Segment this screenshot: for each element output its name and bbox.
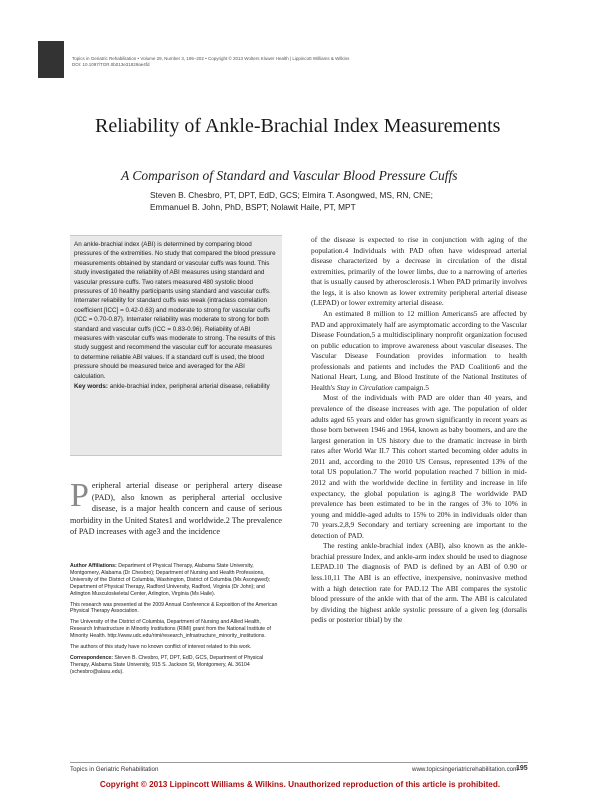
running-head [72, 56, 512, 68]
page-number: 195 [516, 765, 528, 772]
campaign-name: Stay in Circulation [336, 382, 393, 392]
keywords-list: ankle-brachial index, peripheral arterial disease, reliability [109, 383, 270, 391]
affiliations-text: Department of Physical Therapy, Alabama State University, Montgomery, Alabama (Dr Chesbro); Department of Nursing and Health Professions, University of the District of Columbia, Washington, District of Columbia (Ms Asongwed); Department of Physical Therapy, Radford University, Radford, Virginia (Dr John); and Arlington Musculoskeletal Center, Arlington, Virginia (Ms Haile). [70, 563, 271, 597]
correspondence [70, 655, 282, 676]
conflict-note: The authors of this study have no known conflict of interest related to this work. [70, 644, 252, 651]
abstract-text: An ankle-brachial index (ABI) is determined by comparing blood pressures of the extremities. No study that compared the blood pressure measurements obtained by standard or vascular cuffs was found. This study investigated the reliability of ABI measures using standard and vascular pressure cuffs. Two raters measured 480 systolic blood pressures of 10 healthy participants using standard and vascular cuffs. Interrater reliability for standard cuffs was weak (intraclass correlation coefficient [ICC] = 0.42-0.63) and moderate to strong for vascular cuffs (ICC = 0.70-0.87). Interrater reliability was moderate to strong for both standard and vascular cuffs (ICC = 0.83-0.96). Reliability of ABI measures with vascular cuffs was moderate to strong. The results of this study suggest and recommend the vascular cuff for accurate measures to determine reliable ABI values. If a standard cuff is used, the blood pressure should be measured twice and averaged for the ABI calculation. [74, 241, 276, 380]
authors-line-1: Steven B. Chesbro, PT, DPT, EdD, GCS; Elmira T. Asongwed, MS, RN, CNE; [150, 190, 433, 200]
body-paragraph [311, 309, 527, 394]
abstract-box [70, 235, 282, 456]
drop-cap: P [70, 477, 89, 514]
keywords-label: Key words: [74, 383, 108, 391]
copyright-notice: Copyright © 2013 Lippincott Williams & Wilkins. Unauthorized reproduction of this article is prohibited. [99, 780, 501, 789]
footer-journal: Topics in Geriatric Rehabilitation [70, 766, 159, 773]
keywords [74, 382, 278, 391]
funding-note: The University of the District of Columbia, Department of Nursing and Allied Health, Research Infrastructure in Minority Institutions (RIMI) grant from the National Institute of Minority Health. http://www.udc.edu/rimi/research_infrastructure_minority_institutions. [70, 619, 271, 640]
body-paragraph-text: An estimated 8 million to 12 million Americans5 are affected by PAD and approximately half are asymptomatic according to the Vascular Disease Foundation,5 a multidisciplinary nonprofit organization focused on public education to improve awareness about vascular diseases. The Vascular Disease Foundation provides information to health professionals and patients and includes the PAD Coalition6 and the National Heart, Lung, and Blood Institute of the National Institutes of Health's [311, 308, 527, 392]
affiliations [70, 563, 282, 598]
section-tab-marker [38, 41, 64, 78]
body-paragraph: Most of the individuals with PAD are older than 40 years, and prevalence of the disease increases with age. The population of older adults aged 65 years and older has grown significantly in recent years as those born between 1946 and 1964, known as baby boomers, and are the largest generation in US history due to the dramatic increase in birth rates after World War II.7 This cohort started becoming older adults in 2011 and, according to the 2010 US Census, represented 13% of the total US population.7 The world population reached 7 billion in mid-2012 and with the worldwide decline in fertility and increase in life expectancy, the global population is aging.8 The worldwide PAD prevalence has been estimated to be in the ranges of 3% to 10% in young and middle-aged adults to 15% to 20% in individuals older than 70 years.2,8,9 Secondary and tertiary screening are important to the detection of PAD. [311, 393, 527, 540]
affiliations-label: Author Affiliations: [70, 563, 117, 569]
journal-citation: Topics in Geriatric Rehabilitation • Volume 29, Number 3, 195–202 • Copyright © 2013 Wolters Kluwer Health | Lippincott Williams & Wilkins [72, 56, 350, 61]
authors-line-2: Emmanuel B. John, PhD, BSPT; Nolawit Haile, PT, MPT [150, 201, 356, 212]
correspondence-text: Steven B. Chesbro, PT, DPT, EdD, GCS, Department of Physical Therapy, Alabama State University, 915 S. Jackson St, Montgomery, AL 36104 (schesbro@alasu.edu). [70, 654, 264, 675]
body-paragraph-end: campaign.5 [394, 382, 429, 392]
doi: DOI: 10.1097/TGR.0b013e31829ae4fd [72, 62, 150, 68]
body-paragraph: The resting ankle-brachial index (ABI), also known as the ankle-brachial pressure Index, and ankle-arm index should be used to diagnose LEPAD.10 The diagnosis of PAD is defined by an ABI of 0.90 or less.10,11 The ABI is an effective, inexpensive, noninvasive method with a high detection rate for PAD.12 The ABI compares the systolic blood pressure of the ankle with that of the arm. The ABI is calculated by dividing the highest ankle systolic pressure of a given leg (dorsalis pedis or posterior tibial) by the [311, 541, 527, 625]
article-subtitle: A Comparison of Standard and Vascular Blood Pressure Cuffs [121, 168, 458, 183]
article-title: Reliability of Ankle-Brachial Index Measurements [95, 115, 501, 137]
intro-paragraph [70, 477, 282, 538]
footer-website: www.topicsingeriatricrehabilitation.com [412, 766, 519, 773]
author-notes [70, 563, 282, 680]
page-footer [70, 762, 528, 773]
presentation-note: This research was presented at the 2009 Annual Conference & Exposition of the American Physical Therapy Association. [70, 601, 278, 615]
author-list [150, 190, 530, 213]
body-paragraph: of the disease is expected to rise in conjunction with aging of the population.4 Individuals with PAD often have widespread arterial disease characterized by a decrease in circulation of the distal extremities, primarily of the lower limbs, due to a narrowing of arteries that is usually caused by atherosclerosis.1 When PAD primarily involves the legs, it is also known as lower extremity peripheral arterial disease (LEPAD) or lower extremity arterial disease. [311, 235, 527, 308]
intro-text: eripheral arterial disease or peripheral artery disease (PAD), also known as peripheral arterial occlusive disease, is a major health concern and cause of serious morbidity in the United States1 and worldwide.2 The prevalence of PAD increases with age3 and the incidence [70, 481, 282, 537]
correspondence-label: Correspondence: [70, 654, 113, 661]
body-column-right [311, 235, 527, 626]
